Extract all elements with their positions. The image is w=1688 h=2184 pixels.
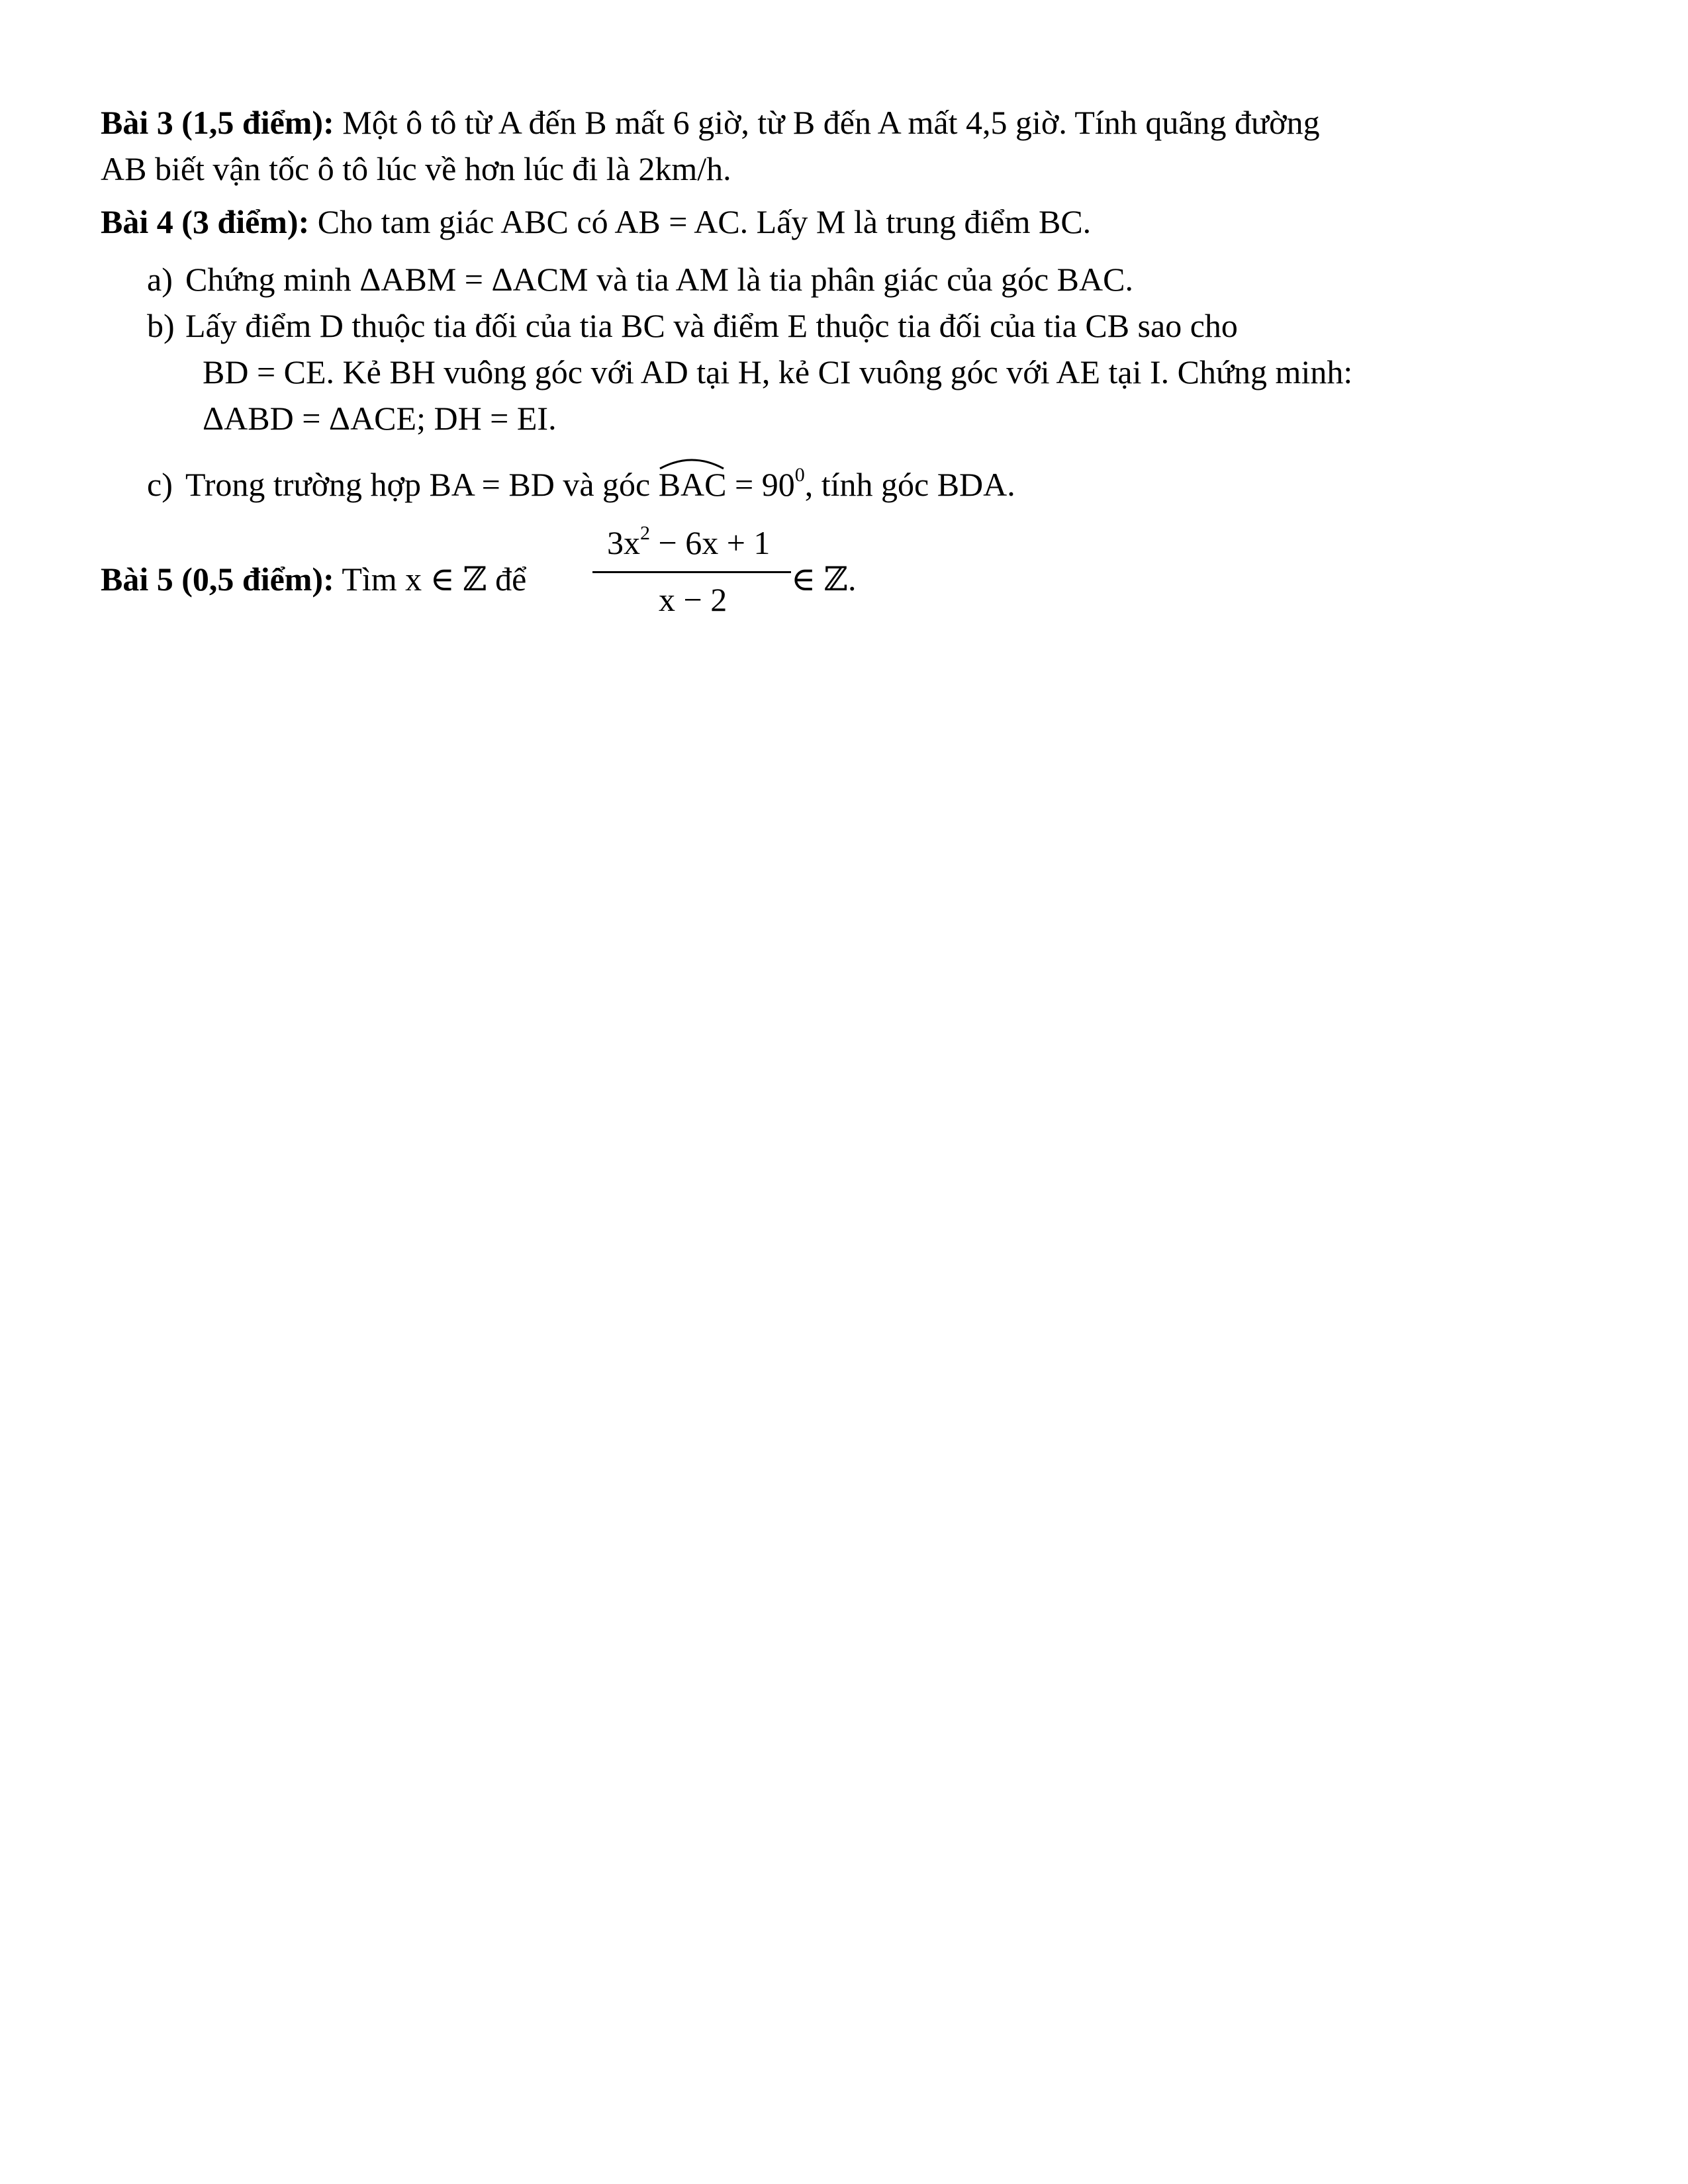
part-b-text-line3: ΔABD = ΔACE; DH = EI. [203, 400, 557, 437]
bai3-text-line1: Một ô tô từ A đến B mất 6 giờ, từ B đến A mất 4,5 giờ. Tính quãng đường [334, 104, 1320, 141]
bai4-line-intro [101, 202, 1091, 242]
part-c-label: c) [147, 466, 173, 503]
bai3-line2 [101, 149, 731, 189]
bai4-heading: Bài 4 (3 điểm): [101, 203, 310, 240]
bai5-after [791, 559, 857, 599]
bai3-text-line2: AB biết vận tốc ô tô lúc về hơn lúc đi là 2km/h. [101, 150, 731, 187]
bai4-part-b-line3 [203, 398, 557, 438]
fraction-denominator: x − 2 [659, 581, 727, 618]
numerator-b: − 6x + 1 [650, 524, 771, 561]
part-b-text-line2: BD = CE. Kẻ BH vuông góc với AD tại H, kẻ CI vuông góc với AE tại I. Chứng minh: [203, 353, 1353, 390]
fraction [592, 523, 804, 635]
angle-bac [659, 465, 727, 504]
bai3-line1 [101, 103, 1320, 142]
bai5-heading: Bài 5 (0,5 điểm): [101, 561, 334, 598]
bai5-line [101, 559, 526, 599]
bai5-text-after: ∈ ℤ. [791, 561, 857, 598]
bai5-text-before: Tìm x ∈ ℤ để [334, 561, 527, 598]
part-a-text: Chứng minh ΔABM = ΔACM và tia AM là tia phân giác của góc BAC. [185, 261, 1133, 298]
part-c-text-after: , tính góc BDA. [804, 466, 1015, 503]
angle-hat-icon [659, 455, 725, 470]
part-a-label: a) [147, 261, 173, 298]
part-c-text-before: Trong trường hợp BA = BD và góc [185, 466, 659, 503]
bai4-part-b-line2 [203, 352, 1352, 392]
part-b-text-line1: Lấy điểm D thuộc tia đối của tia BC và điểm E thuộc tia đối của tia CB sao cho [185, 307, 1238, 344]
fraction-bar [592, 571, 791, 573]
angle-bac-label: BAC [658, 466, 727, 503]
bai4-part-c [147, 465, 1015, 504]
fraction-numerator [607, 523, 770, 563]
bai4-intro: Cho tam giác ABC có AB = AC. Lấy M là trung điểm BC. [309, 203, 1092, 240]
part-b-label: b) [147, 307, 175, 344]
degree-mark: 0 [794, 464, 805, 486]
bai4-part-b-line1 [147, 306, 1238, 345]
bai4-part-a [147, 259, 1133, 299]
numerator-a: 3x [607, 524, 640, 561]
bai3-heading: Bài 3 (1,5 điểm): [101, 104, 334, 141]
numerator-exponent: 2 [640, 522, 650, 544]
part-c-equals: = 90 [726, 466, 795, 503]
